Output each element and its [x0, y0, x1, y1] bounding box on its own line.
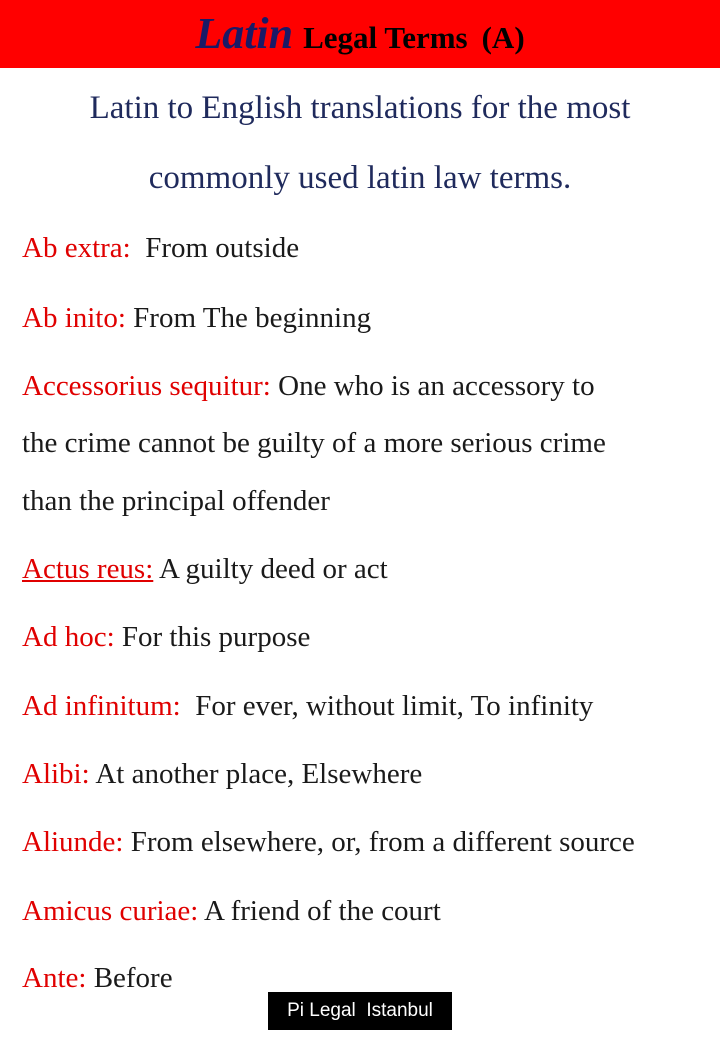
- entry-ad-infinitum: [22, 690, 712, 723]
- entry-ad-hoc: [22, 621, 712, 654]
- entry-definition: From outside: [145, 232, 300, 264]
- entry-definition: One who is an accessory to: [278, 370, 595, 402]
- entry-definition: For this purpose: [121, 621, 311, 653]
- entry-accessorius-sequitur-line-3: than the principal offender: [22, 485, 330, 517]
- entry-term: Accessorius sequitur:: [22, 370, 271, 402]
- entry-term: Ante:: [22, 962, 87, 994]
- entry-accessorius-sequitur-line-2: the crime cannot be guilty of a more serious crime: [22, 427, 606, 459]
- entry-definition: Before: [93, 962, 173, 994]
- entry-term: Ab extra:: [22, 232, 131, 264]
- entry-term: Alibi:: [22, 758, 90, 790]
- entry-term: Ab inito:: [22, 302, 126, 334]
- title-latin: Latin: [195, 9, 294, 58]
- entry-definition: From elsewhere, or, from a different source: [130, 826, 635, 858]
- entry-alibi: [22, 758, 712, 791]
- header-banner: [0, 0, 720, 68]
- subtitle-line-2: commonly used latin law terms.: [148, 160, 572, 196]
- entry-definition: For ever, without limit, To infinity: [195, 690, 594, 722]
- entry-definition: A guilty deed or act: [158, 553, 388, 585]
- title-letter: (A): [481, 20, 525, 55]
- title-legal-terms: Legal Terms: [303, 20, 468, 55]
- entry-term: Aliunde:: [22, 826, 124, 858]
- entry-term: Actus reus:: [22, 553, 154, 585]
- entry-term: Ad hoc:: [22, 621, 115, 653]
- entry-actus-reus: [22, 553, 712, 586]
- entry-definition: At another place, Elsewhere: [95, 758, 423, 790]
- entry-amicus-curiae: [22, 895, 712, 928]
- entry-term: Ad infinitum:: [22, 690, 181, 722]
- entry-definition: From The beginning: [133, 302, 372, 334]
- entry-ante: [22, 962, 712, 995]
- subtitle-line-1: Latin to English translations for the most: [89, 90, 631, 126]
- pi-legal-istanbul-badge: Pi Legal Istanbul: [268, 992, 452, 1030]
- entry-ab-inito: [22, 302, 712, 335]
- entry-aliunde: [22, 826, 712, 859]
- entry-definition: A friend of the court: [204, 895, 441, 927]
- entry-ab-extra: [22, 232, 712, 265]
- entry-term: Amicus curiae:: [22, 895, 199, 927]
- entry-accessorius-sequitur: [22, 370, 712, 403]
